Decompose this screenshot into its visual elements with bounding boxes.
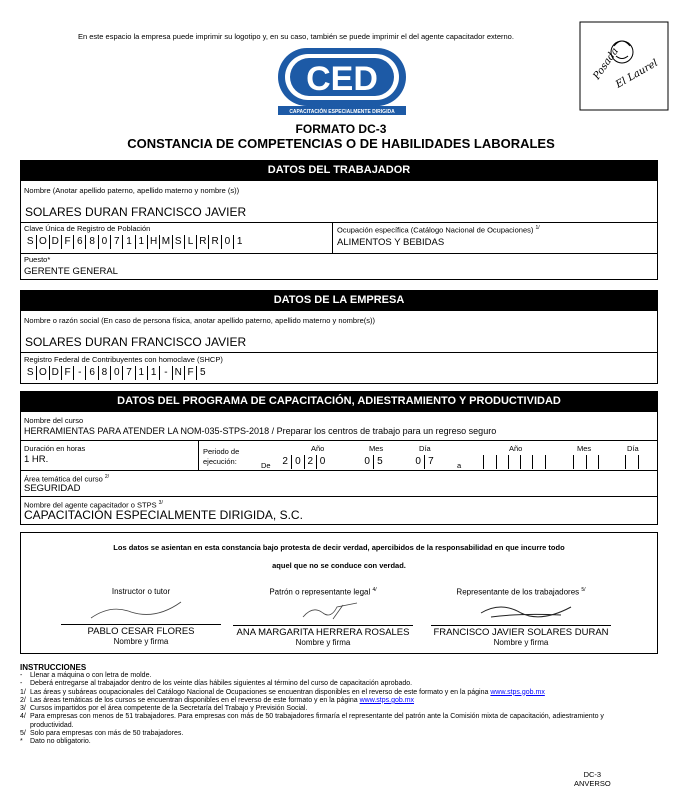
char-cell: 7 — [424, 455, 436, 469]
agent-value[interactable]: CAPACITACIÓN ESPECIALMENTE DIRIGIDA, S.C. — [24, 508, 303, 522]
course-value[interactable]: HERRAMIENTAS PARA ATENDER LA NOM-035-STPS-2018 / Preparar los centros de trabajo para un regreso seguro — [24, 426, 497, 436]
char-cell: 1 — [135, 235, 147, 249]
stps-link[interactable]: www.stps.gob.mx — [490, 688, 545, 696]
start-month-label: Mes — [369, 444, 384, 453]
char-cell: N — [172, 366, 184, 380]
end-year-label: Año — [509, 444, 523, 453]
instruction-mark: * — [20, 738, 23, 746]
worker-name-box — [21, 180, 657, 224]
instruction-mark: - — [20, 680, 23, 688]
instruction-item — [20, 680, 620, 688]
logo-subtitle: CAPACITACIÓN ESPECIALMENTE DIRIGIDA — [289, 109, 395, 115]
worker-name[interactable]: SOLARES DURAN FRANCISCO JAVIER — [25, 205, 247, 219]
end-day-label: Día — [627, 444, 639, 453]
signature-sup: 4/ — [372, 587, 377, 593]
char-cell: 0 — [415, 456, 421, 467]
company-name-label: Nombre o razón social (En caso de persona física, anotar apellido paterno, apellido materno y nombre(s)) — [24, 316, 376, 325]
declaration-line2: aquel que no se conduce con verdad. — [272, 561, 406, 570]
logo-space-note: En este espacio la empresa puede imprimir su logotipo y, en su caso, también se puede imprimir el del agente capacitador externo. — [78, 32, 514, 41]
char-cell: S — [26, 236, 34, 247]
duration-label: Duración en horas — [24, 444, 86, 453]
program-section — [20, 391, 658, 525]
duration-value[interactable]: 1 HR. — [24, 454, 49, 465]
signature-name: PABLO CESAR FLORES — [61, 624, 221, 637]
signature-scribble-icon — [233, 597, 413, 623]
instruction-mark: 3/ — [20, 705, 26, 713]
instruction-text: Deberá entregarse al trabajador dentro de los veinte días hábiles siguientes al término del curso de capacitación aprobado. — [30, 680, 413, 688]
occupation-value[interactable]: ALIMENTOS Y BEBIDAS — [337, 237, 445, 248]
area-sup: 2/ — [104, 474, 110, 480]
signature-caption: Nombre y firma — [493, 637, 549, 647]
instruction-item — [20, 689, 620, 697]
char-cell: 7 — [122, 366, 134, 380]
char-cell: 1 — [135, 366, 147, 380]
company-name[interactable]: SOLARES DURAN FRANCISCO JAVIER — [25, 335, 247, 349]
position-value[interactable]: GERENTE GENERAL — [24, 266, 118, 277]
char-cell: M — [159, 235, 171, 249]
char-cell: 0 — [110, 366, 122, 380]
instruction-mark: 2/ — [20, 696, 26, 704]
stamp-line1: Posada — [591, 46, 621, 82]
char-cell: F — [61, 366, 73, 380]
instruction-item — [20, 672, 620, 680]
char-cell: R — [196, 235, 208, 249]
char-cell: S — [26, 367, 34, 378]
instruction-text: Llenar a máquina o con letra de molde. — [30, 672, 152, 679]
instruction-text: Las áreas y subáreas ocupacionales del Catálogo Nacional de Ocupaciones se encuentran disponibles en el reverso de este formato y en la página — [30, 688, 491, 696]
logo-text: CED — [306, 60, 378, 98]
occupation-label: Ocupación específica (Catálogo Nacional de Ocupaciones) — [337, 225, 534, 235]
signature-employer — [233, 587, 413, 647]
period-de: De — [261, 461, 271, 470]
instructions-title: INSTRUCCIONES — [20, 663, 87, 672]
char-cell: 8 — [98, 366, 110, 380]
instruction-item — [20, 730, 620, 738]
start-day-field[interactable] — [412, 455, 437, 469]
rfc-label: Registro Federal de Contribuyentes con homoclave (SHCP) — [24, 355, 223, 364]
company-header: DATOS DE LA EMPRESA — [21, 291, 657, 310]
end-year-field[interactable] — [471, 455, 557, 469]
instruction-mark: 5/ — [20, 730, 26, 738]
start-day-label: Día — [419, 444, 431, 453]
char-cell: 1 — [147, 366, 159, 380]
char-cell: D — [49, 235, 61, 249]
signature-scribble-icon — [61, 596, 221, 622]
signature-name: ANA MARGARITA HERRERA ROSALES — [233, 625, 413, 638]
char-cell: 0 — [221, 235, 233, 249]
char-cell: 0 — [98, 235, 110, 249]
end-month-field[interactable] — [561, 455, 610, 469]
declaration-line1: Los datos se asientan en esta constancia bajo protesta de decir verdad, apercibidos de la responsabilidad en que incurre todo — [113, 543, 565, 552]
instruction-item — [20, 713, 620, 730]
char-cell: S — [172, 235, 184, 249]
end-month-label: Mes — [577, 444, 592, 453]
instruction-mark: - — [20, 672, 23, 679]
char-cell: 5 — [196, 366, 208, 380]
signature-role: Patrón o representante legal — [269, 587, 371, 597]
signature-role: Representante de los trabajadores — [456, 587, 580, 597]
instruction-text: Dato no obligatorio. — [30, 738, 91, 746]
instructions-list — [20, 672, 620, 747]
agent-sup: 3/ — [158, 500, 163, 506]
char-cell: R — [208, 235, 220, 249]
char-cell: 0 — [291, 455, 303, 469]
signature-scribble-icon — [431, 597, 611, 623]
occupation-sup: 1/ — [535, 225, 540, 231]
worker-section — [20, 160, 658, 280]
char-cell: H — [147, 235, 159, 249]
curp-label: Clave Única de Registro de Población — [24, 224, 151, 233]
period-label-2: ejecución: — [203, 457, 237, 466]
agent-label: Nombre del agente capacitador o STPS — [24, 500, 157, 510]
start-month-field[interactable] — [361, 455, 386, 469]
end-day-field[interactable] — [613, 455, 650, 469]
program-header: DATOS DEL PROGRAMA DE CAPACITACIÓN, ADIESTRAMIENTO Y PRODUCTIVIDAD — [21, 392, 657, 411]
char-cell: 8 — [85, 235, 97, 249]
form-code: FORMATO DC-3 — [295, 122, 387, 136]
char-cell: 7 — [110, 235, 122, 249]
char-cell: 5 — [373, 455, 385, 469]
char-cell: F — [184, 366, 196, 380]
signature-role: Instructor o tutor — [111, 587, 171, 596]
signatures-section — [20, 532, 658, 654]
char-cell: 6 — [73, 235, 85, 249]
posada-stamp — [578, 20, 670, 112]
footer-side: ANVERSO — [574, 779, 611, 788]
instruction-text: Cursos impartidos por el área competente de la Secretaría del Trabajo y Previsión Social. — [30, 705, 308, 713]
char-cell: L — [184, 235, 196, 249]
course-label: Nombre del curso — [24, 416, 84, 425]
char-cell: O — [36, 366, 48, 380]
char-cell: 6 — [85, 366, 97, 380]
instruction-item — [20, 705, 620, 713]
signature-caption: Nombre y firma — [113, 637, 169, 646]
area-value[interactable]: SEGURIDAD — [24, 483, 81, 494]
worker-name-label: Nombre (Anotar apellido paterno, apellido materno y nombre (s)) — [24, 186, 240, 195]
company-section — [20, 290, 658, 384]
char-cell: 0 — [316, 455, 328, 469]
worker-header: DATOS DEL TRABAJADOR — [21, 161, 657, 180]
char-cell: 2 — [282, 456, 288, 467]
char-cell: - — [159, 366, 171, 380]
char-cell: 2 — [304, 455, 316, 469]
start-year-label: Año — [311, 444, 325, 453]
instruction-mark: 4/ — [20, 713, 26, 721]
char-cell: - — [73, 366, 85, 380]
stamp-line2: El Laurel — [614, 57, 660, 91]
instruction-text: Las áreas temáticas de los cursos se encuentran disponibles en el reverso de este formato y en la página — [30, 696, 360, 704]
rfc-field[interactable] — [24, 366, 208, 380]
signature-sup: 5/ — [581, 587, 586, 593]
footer — [574, 770, 611, 788]
char-cell: 0 — [364, 456, 370, 467]
stps-link[interactable]: www.stps.gob.mx — [359, 696, 415, 704]
char-cell: 1 — [122, 235, 134, 249]
instruction-text: Solo para empresas con más de 50 trabajadores. — [30, 730, 184, 738]
char-cell: O — [36, 235, 48, 249]
char-cell: 1 — [233, 235, 245, 249]
signature-name: FRANCISCO JAVIER SOLARES DURAN — [431, 625, 611, 638]
instruction-item — [20, 738, 620, 746]
signature-instructor — [61, 587, 221, 646]
signature-caption: Nombre y firma — [295, 637, 351, 647]
position-label: Puesto* — [24, 255, 51, 264]
footer-code: DC-3 — [583, 770, 602, 779]
instruction-item — [20, 697, 620, 705]
signature-worker-rep — [431, 587, 611, 647]
instruction-text: Para empresas con menos de 51 trabajadores. Para empresas con más de 50 trabajadores firmaría el representante del patrón ante la Comisión mixta de capacitación, adiestramiento y productividad. — [30, 713, 604, 729]
instructions — [20, 663, 620, 747]
period-label-1: Periodo de — [203, 447, 240, 456]
ced-logo — [276, 46, 408, 118]
start-year-field[interactable] — [279, 455, 328, 469]
period-a: a — [457, 461, 462, 470]
curp-field[interactable] — [24, 235, 245, 249]
char-cell: F — [61, 235, 73, 249]
char-cell: D — [49, 366, 61, 380]
form-title: CONSTANCIA DE COMPETENCIAS O DE HABILIDADES LABORALES — [127, 136, 555, 151]
instruction-mark: 1/ — [20, 688, 26, 696]
area-label: Área temática del curso — [24, 474, 103, 484]
